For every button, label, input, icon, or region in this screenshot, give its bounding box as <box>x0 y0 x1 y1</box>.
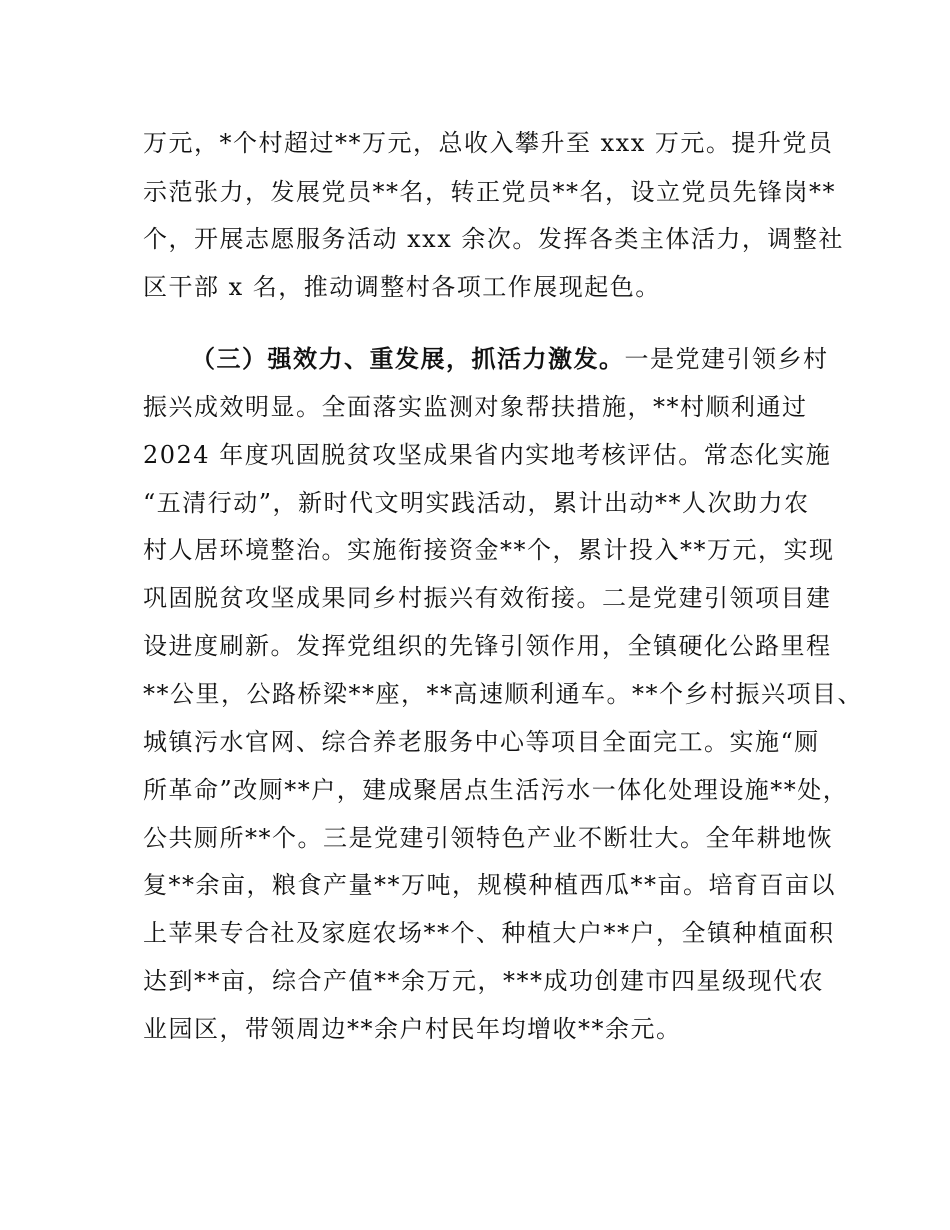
p1-line-2: 示范张力，发展党员**名，转正党员**名，设立党员先锋岗** <box>143 178 836 206</box>
p2-line-2: 振兴成效明显。全面落实监测对象帮扶措施，**村顺利通过 <box>143 393 808 421</box>
p2-line-13: 上苹果专合社及家庭农场**个、种植大户**户，全镇种植面积 <box>143 919 835 947</box>
p1-line-1: 万元，*个村超过**万元，总收入攀升至 xxx 万元。提升党员 <box>143 129 834 157</box>
section-heading: （三）强效力、重发展，抓活力激发。 <box>191 344 625 373</box>
p2-line-9: 城镇污水官网、综合养老服务中心等项目全面完工。实施“厕 <box>143 728 820 756</box>
p2-line-15: 业园区，带领周边**余户村民年均增收**余元。 <box>143 1015 682 1043</box>
p1-line-4: 区干部 x 名，推动调整村各项工作展现起色。 <box>143 273 661 301</box>
p2-first-line <box>191 344 829 374</box>
p1-line-3: 个，开展志愿服务活动 xxx 余次。发挥各类主体活力，调整社 <box>143 225 844 253</box>
p2-line-14: 达到**亩，综合产值**余万元，***成功创建市四星级现代农 <box>143 967 824 995</box>
p2-line-4: “五清行动”，新时代文明实践活动，累计出动**人次助力农 <box>143 489 810 517</box>
p2-line-6: 巩固脱贫攻坚成果同乡村振兴有效衔接。二是党建引领项目建 <box>143 584 832 612</box>
p2-line-12: 复**余亩，粮食产量**万吨，规模种植西瓜**亩。培育百亩以 <box>143 871 836 899</box>
p2-line-3: 2024 年度巩固脱贫攻坚成果省内实地考核评估。常态化实施 <box>143 441 832 469</box>
p2-line-7: 设进度刷新。发挥党组织的先锋引领作用，全镇硬化公路里程 <box>143 632 832 660</box>
p2-line-10: 所革命”改厕**户，建成聚居点生活污水一体化处理设施**处， <box>143 776 849 804</box>
p2-line-11: 公共厕所**个。三是党建引领特色产业不断壮大。全年耕地恢 <box>143 824 833 852</box>
p2-first-line-rest: 一是党建引领乡村 <box>624 345 829 373</box>
p2-line-8: **公里，公路桥梁**座，**高速顺利通车。**个乡村振兴项目、 <box>143 680 863 708</box>
p2-line-5: 村人居环境整治。实施衔接资金**个，累计投入**万元，实现 <box>143 536 835 564</box>
